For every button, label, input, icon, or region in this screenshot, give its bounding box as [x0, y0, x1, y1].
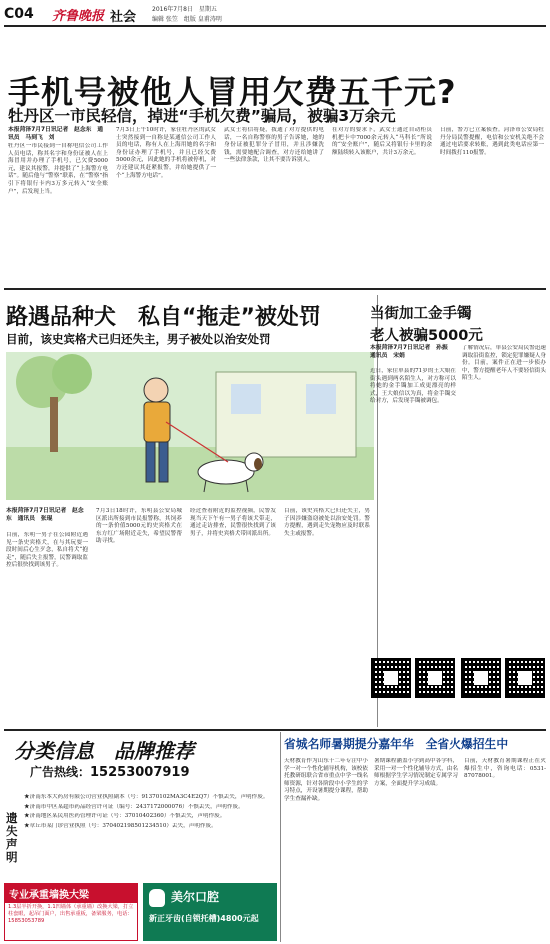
- dental-ad: [143, 883, 277, 941]
- notice-item: ★济南市中区某超市药品经营许可证（编号：2437172000076）不慎丢失，声明作废。: [24, 803, 244, 810]
- article-column: 目前，该史宾格犬已归还失主，男子因涉嫌盗窃被处以治安处罚。警方提醒，遇到走失宠物应及时联系失主或报警。: [284, 508, 370, 537]
- hotline-number: 15253007919: [90, 765, 190, 780]
- tooth-icon: [149, 889, 165, 907]
- article-column: 7月3日上午10时许，家住牡丹区的武女士突然接到一自称是某通信公司工作人员的电话，称有人在上海用她的名字和身份证办理了手机号，并且已经欠费5000余元，因此她的手机将被停机，对方还建议其赶紧报警，并给她提供了一个“上海警方电话”。: [116, 127, 216, 179]
- section-name: 社会: [110, 10, 137, 25]
- subheadline: 目前，该史宾格犬已归还失主，男子被处以治安处罚: [6, 332, 271, 346]
- byline: 本报菏泽7月7日讯记者 孙振 通讯员 宋娟: [370, 345, 454, 359]
- notice-item: ★济南东本大药房有限公司营业执照副本（号：91370102MA3C4E2Q7）不慎丢失，声明作废。: [24, 794, 269, 800]
- article-column: 天材教育作为山东十二年专注中小学一对一个性化辅导机构，该校依托教研组联合省市重点中学一线名师资源，针对各阶段中小学生的学习特点，开设暑期提分课程，帮助学生查漏补缺。: [284, 758, 368, 802]
- wall-beam-ad: [4, 883, 138, 941]
- article-column: 暑期课程涵盖小学到高中各学科，采用一对一个性化辅导方式，由名师根据学生学习情况制定专属学习方案，全面提升学习成绩。: [374, 758, 458, 787]
- ad-hotline: [30, 763, 270, 780]
- article-column: 目前，天材教育暑期课程正在火爆招生中，咨询电话：0531-87078001。: [464, 758, 546, 780]
- article-column: 目前，东明一男子在公园附近遇见一条史宾格犬，在与其玩耍一段时间后心生歹念，私自将犬“抱走”，随后失主报警，民警调取监控后很快找到该男子。: [6, 532, 88, 569]
- paper-logo: 齐鲁晚报: [52, 9, 105, 24]
- notice-title: 遗失声明: [6, 811, 18, 864]
- article-column: 在对方的要求下，武女士通过自动柜员机把卡中7000余元转入“马科长”所说的“安全账户”，随后又将银行卡里的余额陆续转入该账户，共计3万余元。: [332, 127, 432, 156]
- article-column: 日前，警方已立案侦查。菏泽市公安局牡丹分局民警提醒，电信和公安机关绝不会通过电话要求转账，遇到此类电话应第一时间拨打110报警。: [440, 127, 544, 156]
- qr-code: [461, 658, 501, 698]
- article-column: 牡丹区一市民接到一自称电信公司工作人员电话，称其名字和身份证被人在上海冒用并办理了手机号，已欠费5000元，建议其报警，并提供了“上海警方电话”。随后他与“警察”联系，在“警察”指引下将银行卡内3万多元转入“安全账户”，后发现上当。: [8, 143, 108, 195]
- article-column: 了解情况后，单县公安局民警迅速调取沿街监控，锁定犯罪嫌疑人身份。目前，案件正在进一步侦办中，警方提醒老年人不要轻信街头陌生人。: [462, 345, 546, 382]
- ad-body: 新正牙齿(自锁托槽)4800元起: [149, 914, 259, 923]
- headline: 手机号被他人冒用欠费五千元?: [8, 73, 457, 111]
- headline: 老人被骗5000元: [370, 328, 483, 344]
- article-column: 经过查看附近的监控视频，民警发现当天下午有一男子将该犬带走，通过走访排查，民警很快找到了该男子，并将史宾格犬带回派出所。: [190, 508, 276, 537]
- editor-line: 编辑 张笠 组版 皇甫涛明: [152, 16, 222, 23]
- ad-heading: 专业承重墙换大梁: [5, 884, 137, 903]
- page-number: C04: [4, 6, 34, 22]
- notice-list: [24, 794, 276, 830]
- notice-item: ★章丘市某门诊营业执照（号：370402198501234510）丢失，声明作废。: [24, 822, 217, 829]
- dog-illustration: [6, 352, 374, 500]
- byline: 本报菏泽7月7日讯记者 赵念东 通讯员 马到飞 刘: [8, 127, 104, 141]
- headline: 当街加工金手镯: [370, 306, 472, 322]
- column-divider: [280, 732, 281, 942]
- hotline-label: 广告热线：: [30, 765, 91, 779]
- ad-title: 分类信息 品牌推荐: [14, 739, 194, 763]
- issue-date: 2016年7月8日 星期五: [152, 6, 217, 13]
- section-divider: [4, 729, 546, 731]
- article-column: 近日，家住单县的71岁的王大娘在街头遇到两名陌生人，对方称可以将她的金手镯加工成更漂亮的样式，王大娘信以为真，将金手镯交给对方，后发现手镯被调包。: [370, 368, 456, 405]
- byline: 本报菏泽7月7日讯记者 赵念东 通讯员 张琨: [6, 508, 84, 522]
- notice-item: ★济南地区某民用医药管理许可证（号：37010402360）不慎丢失，声明作废。: [24, 813, 226, 820]
- qr-code: [505, 658, 545, 698]
- headline: 路遇品种犬 私自“拖走”被处罚: [6, 305, 321, 330]
- article-column: 7月3日18时许，东明县公安局城区派出所接到市民报警称，其饲养的一条价值5000元的史宾格犬在东方红广场附近走失，希望民警帮助寻找。: [96, 508, 182, 545]
- subheadline: 牡丹区一市民轻信，掉进“手机欠费”骗局，被骗3万余元: [8, 107, 396, 125]
- header-rule: [4, 25, 546, 27]
- article-column: 武女士将信将疑，拨通了对方提供的电话，一名自称警察的男子告诉她，她的身份证被犯罪分子冒用，并且涉嫌洗钱，需要她配合调查，对方还给她讲了一些法律条款，让其不要告诉别人。: [224, 127, 324, 164]
- headline: 省城名师暑期提分嘉年华 全省火爆招生中: [284, 737, 509, 751]
- ad-brand: 美尔口腔: [171, 890, 220, 904]
- ad-body: 1.3层半折开换，1.1凹墙体（承重墙）改换大梁，打立柱套眼，起吊门面户，出售承重板，备梁服务，电话：15853053789: [8, 904, 134, 924]
- section-divider: [4, 288, 546, 290]
- qr-code: [371, 658, 411, 698]
- qr-code: [415, 658, 455, 698]
